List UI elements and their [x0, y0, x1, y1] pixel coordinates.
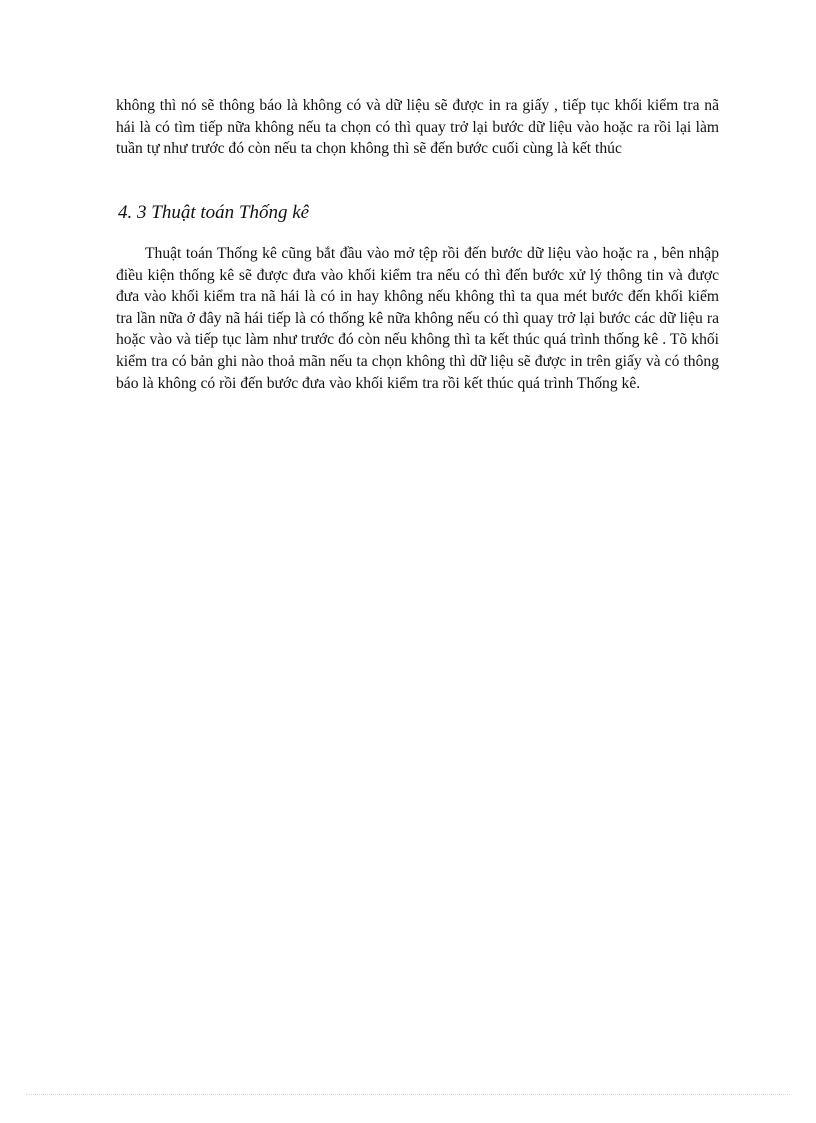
body-paragraph: không thì nó sẽ thông báo là không có và dữ liệu sẽ được in ra giấy , tiếp tục khối kiểm tra nã hái là có tìm tiếp nữa không nếu ta chọn có thì quay trở lại bước dữ liệu vào hoặc ra rồi lại làm tuần tự như trước đó còn nếu ta chọn không thì sẽ đến bước cuối cùng là kết thúc — [116, 97, 719, 158]
section-heading: 4. 3 Thuật toán Thống kê — [118, 202, 310, 223]
body-paragraph: Thuật toán Thống kê cũng bắt đầu vào mở tệp rồi đến bước dữ liệu vào hoặc ra , bên nhập điều kiện thống kê sẽ được đưa vào khối kiểm tra nếu có thì đến bước xử lý thông tin và được đưa vào khối kiểm tra nã hái là có in hay không nếu không thì ta qua mét bước đến khối kiểm tra lần nữa ở đây nã hái tiếp là có thống kê nữa không nếu có thì quay trở lại bước các dữ liệu ra hoặc vào và tiếp tục làm như trước đó còn nếu không thì ta kết thúc quá trình thống kê . Tõ khối kiểm tra có bản ghi nào thoả mãn nếu ta chọn không thì dữ liệu sẽ được in trên giấy và có thông báo là không có rồi đến bước đưa vào khối kiểm tra rồi kết thúc quá trình Thống kê. — [116, 245, 719, 392]
page-bottom-divider — [26, 1094, 790, 1095]
